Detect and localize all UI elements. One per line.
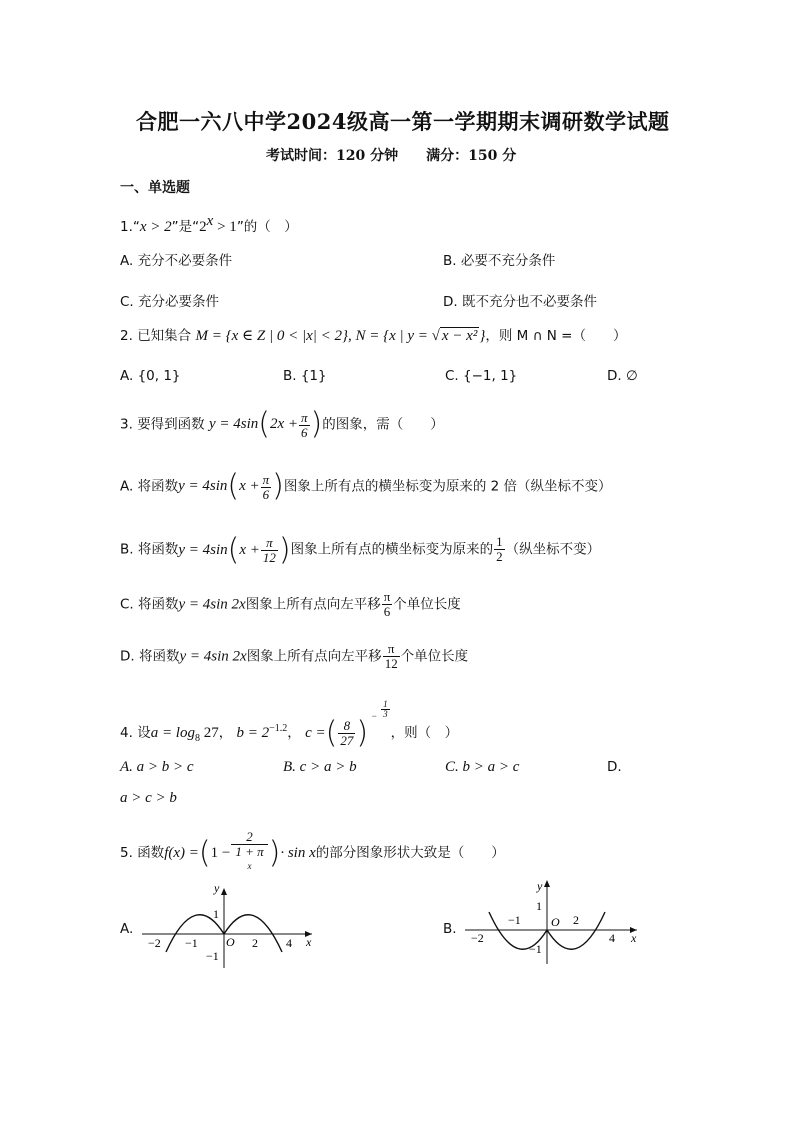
tick-label: 4 bbox=[286, 936, 292, 950]
option-c[interactable]: C. b > a > c bbox=[445, 759, 520, 775]
condition-1: x > 2 bbox=[139, 219, 172, 235]
question-number: 3. bbox=[120, 416, 133, 433]
option-a[interactable]: A. a > b > c bbox=[120, 759, 194, 775]
y-axis-label: y bbox=[214, 881, 220, 895]
question-1: 1.“x > 2”是“$2^x > 1$”的（ ） bbox=[120, 213, 298, 235]
option-c[interactable]: C. 充分必要条件 bbox=[120, 294, 220, 310]
tick-label: 2 bbox=[573, 913, 579, 927]
value-a: $a = \log_8 27$ bbox=[150, 725, 219, 744]
option-function: y = 4sin(x + $\frac{\pi}{6}$ ) bbox=[178, 469, 284, 504]
option-function: y = 4sin 2x bbox=[178, 596, 246, 613]
option-d[interactable]: D. ∅ bbox=[607, 368, 638, 384]
question-3: 3. 要得到函数 y = 4sin(2x + $\frac{\pi}{6}$ )的图象，需（ ） bbox=[120, 407, 444, 442]
set-definition: M = {x ∈ Z | 0 < |x| < 2}, N = {x | y = √ x − x² } bbox=[195, 328, 486, 344]
tick-label: 4 bbox=[609, 931, 615, 945]
option-d-value: a > c > b bbox=[120, 790, 177, 806]
question-number: 5. bbox=[120, 845, 133, 862]
option-a[interactable]: A. {0, 1} bbox=[120, 368, 181, 384]
option-d[interactable]: D. 既不充分也不必要条件 bbox=[443, 294, 597, 310]
option-c[interactable]: C. 将函数y = 4sin 2x图象上所有点向左平移 $\frac{\pi}{6}$ 个单位长度 bbox=[120, 589, 461, 619]
option-d[interactable]: D. 将函数y = 4sin 2x图象上所有点向左平移 $\frac{\pi}{12}$ 个单位长度 bbox=[120, 641, 469, 671]
tick-label: −2 bbox=[471, 931, 484, 945]
function-definition: f(x) =(1 − 2 1 + π $^x$ )· sin x bbox=[164, 829, 316, 871]
option-c[interactable]: C. {−1, 1} bbox=[445, 368, 518, 384]
target-function: y = 4sin(2x + $\frac{\pi}{6}$ ) bbox=[208, 407, 323, 442]
graph-b-label[interactable]: B. bbox=[443, 921, 457, 937]
x-axis-label: x bbox=[306, 935, 312, 949]
tick-label: −1 bbox=[529, 942, 542, 956]
option-d[interactable]: D. bbox=[607, 759, 622, 775]
option-a[interactable]: A. 将函数y = 4sin(x + $\frac{\pi}{6}$ )图象上所有点的横坐标变为原来的 2 倍（纵坐标不变） bbox=[120, 469, 612, 504]
option-a[interactable]: A. 充分不必要条件 bbox=[120, 253, 233, 269]
graph-a-label[interactable]: A. bbox=[120, 921, 134, 937]
tick-label: −1 bbox=[185, 936, 198, 950]
option-function: y = 4sin(x + $\frac{\pi}{12}$ ) bbox=[178, 532, 291, 568]
question-number: 1. bbox=[120, 219, 133, 235]
section-heading: 一、单选题 bbox=[120, 180, 190, 196]
question-number: 2. bbox=[120, 328, 133, 344]
tick-label: 2 bbox=[252, 936, 258, 950]
tick-label: 1 bbox=[213, 907, 219, 921]
option-b[interactable]: B. 必要不充分条件 bbox=[443, 253, 556, 269]
option-b[interactable]: B. {1} bbox=[283, 368, 327, 384]
exam-info: 考试时间：120 分钟 满分：150 分 bbox=[266, 148, 517, 164]
page-title: 合肥一六八中学2024级高一第一学期期末调研数学试题 bbox=[136, 109, 670, 134]
tick-label: −2 bbox=[148, 936, 161, 950]
graph-b[interactable] bbox=[463, 876, 643, 966]
option-function: y = 4sin 2x bbox=[179, 648, 247, 665]
option-b[interactable]: B. c > a > b bbox=[283, 759, 357, 775]
tick-label: −1 bbox=[508, 913, 521, 927]
x-axis-label: x bbox=[631, 931, 637, 945]
tick-label: 1 bbox=[536, 899, 542, 913]
graph-a[interactable] bbox=[140, 880, 320, 970]
value-c: c =( $\frac{8}{27}$ ) − $\frac{1}{3}$ bbox=[305, 699, 388, 751]
option-b[interactable]: B. 将函数y = 4sin(x + $\frac{\pi}{12}$ )图象上所有点的横坐标变为原来的 $\frac{1}{2}$ （纵坐标不变） bbox=[120, 532, 601, 568]
question-2: 2. 已知集合 M = {x ∈ Z | 0 < |x| < 2}, N = {x | y = √ x − x² }，则 M ∩ N =（ ） bbox=[120, 328, 627, 344]
question-number: 4. bbox=[120, 725, 133, 741]
value-b: $b = 2^{-1.2}$ bbox=[236, 723, 288, 741]
question-5: 5. 函数f(x) =(1 − 2 1 + π $^x$ )· sin x的部分图象形状大致是（ ） bbox=[120, 829, 505, 871]
y-axis-label: y bbox=[537, 879, 543, 893]
tick-label: −1 bbox=[206, 949, 219, 963]
origin-label: O bbox=[551, 915, 560, 929]
question-4: 4. 设$a = \log_8 27$， $b = 2^{-1.2}$， c =( $\frac{8}{27}$ ) − $\frac{1}{3}$ ，则（ ） bbox=[120, 699, 459, 751]
condition-2: $2^x > 1$ bbox=[199, 213, 237, 235]
origin-label: O bbox=[226, 935, 235, 949]
